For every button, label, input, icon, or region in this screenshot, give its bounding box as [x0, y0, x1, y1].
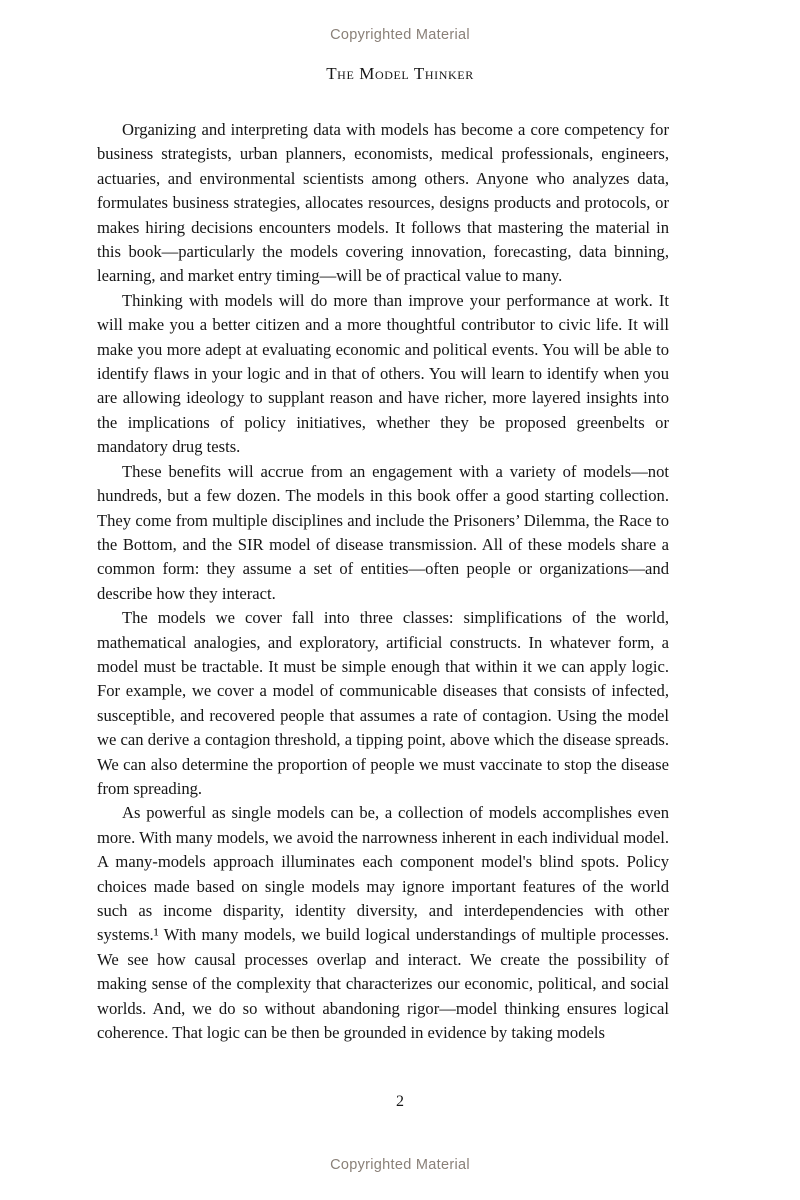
paragraph: The models we cover fall into three classes: simplifications of the world, mathematical analogies, and exploratory, artificial constructs. In whatever form, a model must be tractable. It must be simple enough that within it we can apply logic. For example, we cover a model of communicable diseases that consists of infected, susceptible, and recovered people that assumes a rate of contagion. Using the model we can derive a contagion threshold, a tipping point, above which the disease spreads. We can also determine the proportion of people we must vaccinate to stop the disease from spreading. [97, 608, 669, 798]
copyright-watermark-top: Copyrighted Material [330, 27, 470, 43]
page-number: 2 [396, 1093, 404, 1110]
paragraph: Organizing and interpreting data with models has become a core competency for business strategists, urban planners, economists, medical professionals, engineers, actuaries, and environmental scientists among others. Anyone who analyzes data, formulates business strategies, allocates resources, designs products and protocols, or makes hiring decisions encounters models. It follows that mastering the material in this book—particularly the models covering innovation, forecasting, data binning, learning, and market entry timing—will be of practical value to many. [97, 120, 669, 286]
body-text [97, 118, 669, 1045]
paragraph: These benefits will accrue from an engagement with a variety of models—not hundreds, but a few dozen. The models in this book offer a good starting collection. They come from multiple disciplines and include the Prisoners’ Dilemma, the Race to the Bottom, and the SIR model of disease transmission. All of these models share a common form: they assume a set of entities—often people or organizations—and describe how they interact. [97, 461, 669, 603]
paragraph: Thinking with models will do more than improve your performance at work. It will make you a better citizen and a more thoughtful contributor to civic life. It will make you more adept at evaluating economic and political events. You will be able to identify flaws in your logic and in that of others. You will learn to identify when you are allowing ideology to supplant reason and have richer, more layered insights into the implications of policy initiatives, whether they be proposed greenbelts or mandatory drug tests. [97, 290, 669, 457]
running-head: The Model Thinker [326, 64, 474, 83]
paragraph: As powerful as single models can be, a collection of models accomplishes even more. With many models, we avoid the narrowness inherent in each individual model. A many-models approach illuminates each component model's blind spots. Policy choices made based on single models may ignore important features of the world such as income disparity, identity diversity, and interdependencies with other systems.¹ With many models, we build logical understandings of multiple processes. We see how causal processes overlap and interact. We create the possibility of making sense of the complexity that characterizes our economic, political, and social worlds. And, we do so without abandoning rigor—model thinking ensures logical coherence. That logic can be then be grounded in evidence by taking models [97, 803, 669, 1043]
copyright-watermark-bottom: Copyrighted Material [330, 1157, 470, 1173]
